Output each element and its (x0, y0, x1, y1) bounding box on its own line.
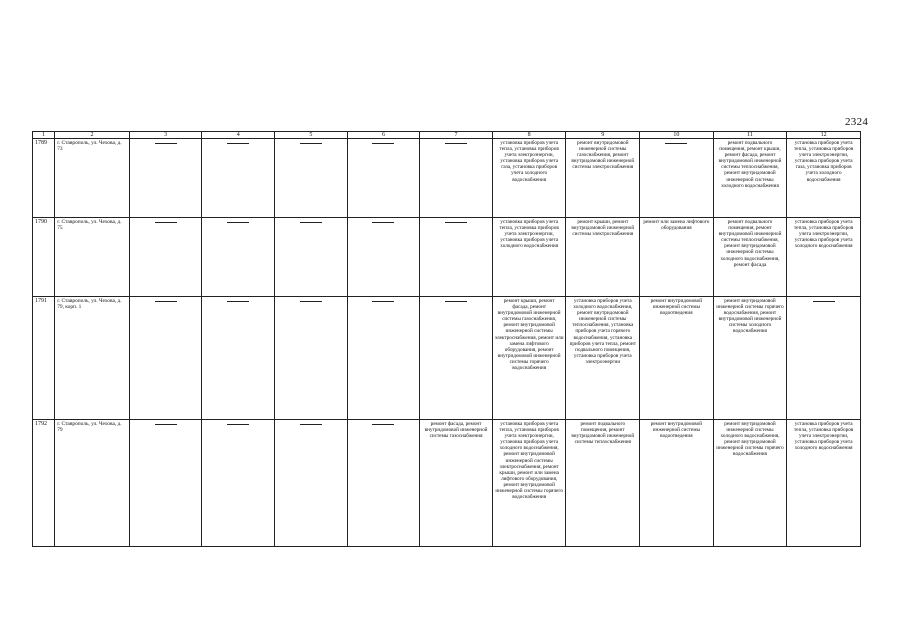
work-cell: установка приборов учета тепла, установка приборов учета электроэнергии, установка приборов учета холодного водоснабжения, ремонт внутридомовой инженерной системы электроснабжения, ремонт крыши, ремонт или замена лифтового оборудования, ремонт внутридомовой инженерной системы горячего водоснабжения (492, 420, 566, 547)
row-number: 1792 (33, 420, 55, 547)
dash-mark (445, 222, 467, 223)
dash-cell (202, 420, 275, 547)
work-cell: ремонт крыши, ремонт внутридомовой инженерной системы электроснабжения (566, 218, 640, 297)
table-row (33, 139, 861, 218)
dash-cell (275, 297, 348, 420)
dash-mark (300, 424, 322, 425)
work-cell: установка приборов учета тепла, установка приборов учета электроэнергии, установка приборов учета газа, установка приборов учета холодного водоснабжения (492, 139, 566, 218)
dash-cell (202, 218, 275, 297)
address-cell: г. Ставрополь, ул. Чехова, д. 79 (55, 420, 130, 547)
dash-mark (227, 143, 249, 144)
column-header: 4 (202, 132, 275, 139)
dash-mark (227, 301, 249, 302)
dash-cell (129, 218, 202, 297)
dash-mark (227, 424, 249, 425)
dash-mark (372, 143, 394, 144)
work-cell: ремонт подвального помещения, ремонт внутридомовой инженерной системы теплоснабжения, ремонт внутридомовой инженерной системы холодного водоснабжения, ремонт фасада (713, 218, 787, 297)
dash-cell (275, 420, 348, 547)
column-header: 6 (347, 132, 420, 139)
work-cell: установка приборов учета тепла, установка приборов учета электроэнергии, установка приборов учета газа, установка приборов учета холодного водоснабжения (787, 139, 861, 218)
dash-cell (420, 139, 493, 218)
work-cell: ремонт внутридомовой инженерной системы холодного водоснабжения, ремонт внутридомовой инженерной системы горячего водоснабжения (713, 420, 787, 547)
dash-mark (372, 301, 394, 302)
address-cell: г. Ставрополь, ул. Чехова, д. 73 (55, 139, 130, 218)
dash-cell (347, 218, 420, 297)
dash-mark (372, 424, 394, 425)
work-cell: установка приборов учета тепла, установка приборов учета электроэнергии, установка приборов учета холодного водоснабжения (492, 218, 566, 297)
dash-mark (300, 301, 322, 302)
row-number: 1789 (33, 139, 55, 218)
dash-mark (813, 301, 835, 302)
dash-mark (665, 143, 687, 144)
dash-cell (347, 139, 420, 218)
dash-mark (155, 424, 177, 425)
address-cell: г. Ставрополь, ул. Чехова, д. 75 (55, 218, 130, 297)
column-header: 7 (420, 132, 493, 139)
table-row (33, 420, 861, 547)
column-header: 10 (640, 132, 714, 139)
work-cell: ремонт внутридомовой инженерной системы водоотведения (640, 420, 714, 547)
dash-mark (372, 222, 394, 223)
dash-cell (129, 297, 202, 420)
header-row (33, 132, 861, 139)
dash-cell (202, 297, 275, 420)
dash-cell (202, 139, 275, 218)
dash-cell (420, 218, 493, 297)
row-number: 1791 (33, 297, 55, 420)
work-cell: установка приборов учета тепла, установка приборов учета электроэнергии, установка приборов учета холодного водоснабжения (787, 218, 861, 297)
column-header: 3 (129, 132, 202, 139)
column-header: 12 (787, 132, 861, 139)
dash-mark (445, 143, 467, 144)
column-header: 2 (55, 132, 130, 139)
address-cell: г. Ставрополь, ул. Чехова, д. 79, корп. 1 (55, 297, 130, 420)
dash-cell (420, 297, 493, 420)
work-cell: ремонт внутридомовой инженерной системы водоотведения (640, 297, 714, 420)
dash-mark (155, 143, 177, 144)
column-header: 9 (566, 132, 640, 139)
row-number: 1790 (33, 218, 55, 297)
dash-mark (155, 222, 177, 223)
work-cell: ремонт подвального помещения, ремонт крыши, ремонт фасада, ремонт внутридомовой инженерной системы теплоснабжения, ремонт внутридомовой инженерной системы холодного водоснабжения (713, 139, 787, 218)
table-row (33, 218, 861, 297)
dash-mark (300, 222, 322, 223)
dash-mark (155, 301, 177, 302)
work-cell: ремонт фасада, ремонт внутридомовой инженерной системы газоснабжения (420, 420, 493, 547)
dash-cell (640, 139, 714, 218)
work-cell: ремонт или замена лифтового оборудования (640, 218, 714, 297)
column-header: 11 (713, 132, 787, 139)
dash-cell (275, 139, 348, 218)
column-header: 1 (33, 132, 55, 139)
repair-schedule-table (32, 131, 861, 547)
dash-mark (445, 301, 467, 302)
work-cell: ремонт внутридомовой инженерной системы газоснабжения, ремонт внутридомовой инженерной системы электроснабжения (566, 139, 640, 218)
work-cell: ремонт внутридомовой инженерной системы горячего водоснабжения, ремонт внутридомовой инженерной системы холодного водоснабжения (713, 297, 787, 420)
column-header: 8 (492, 132, 566, 139)
dash-cell (129, 139, 202, 218)
work-cell: установка приборов учета холодного водоснабжения, ремонт внутридомовой инженерной системы теплоснабжения, установка приборов учета горячего водоснабжения, установка приборов учета тепла, ремонт подвального помещения, установка приборов учета электроэнергии (566, 297, 640, 420)
table-row (33, 297, 861, 420)
dash-cell (129, 420, 202, 547)
work-cell: ремонт подвального помещения, ремонт внутридомовой инженерной системы теплоснабжения (566, 420, 640, 547)
work-cell: ремонт крыши, ремонт фасада, ремонт внутридомовой инженерной системы газоснабжения, ремонт внутридомовой инженерной системы электроснабжения, ремонт или замена лифтового оборудования, ремонт внутридомовой инженерной системы горячего водоснабжения (492, 297, 566, 420)
dash-cell (347, 420, 420, 547)
dash-mark (300, 143, 322, 144)
dash-cell (787, 297, 861, 420)
page-number: 2324 (845, 116, 869, 128)
dash-cell (275, 218, 348, 297)
column-header: 5 (275, 132, 348, 139)
dash-mark (227, 222, 249, 223)
dash-cell (347, 297, 420, 420)
work-cell: установка приборов учета тепла, установка приборов учета электроэнергии, установка приборов учета холодного водоснабжения (787, 420, 861, 547)
